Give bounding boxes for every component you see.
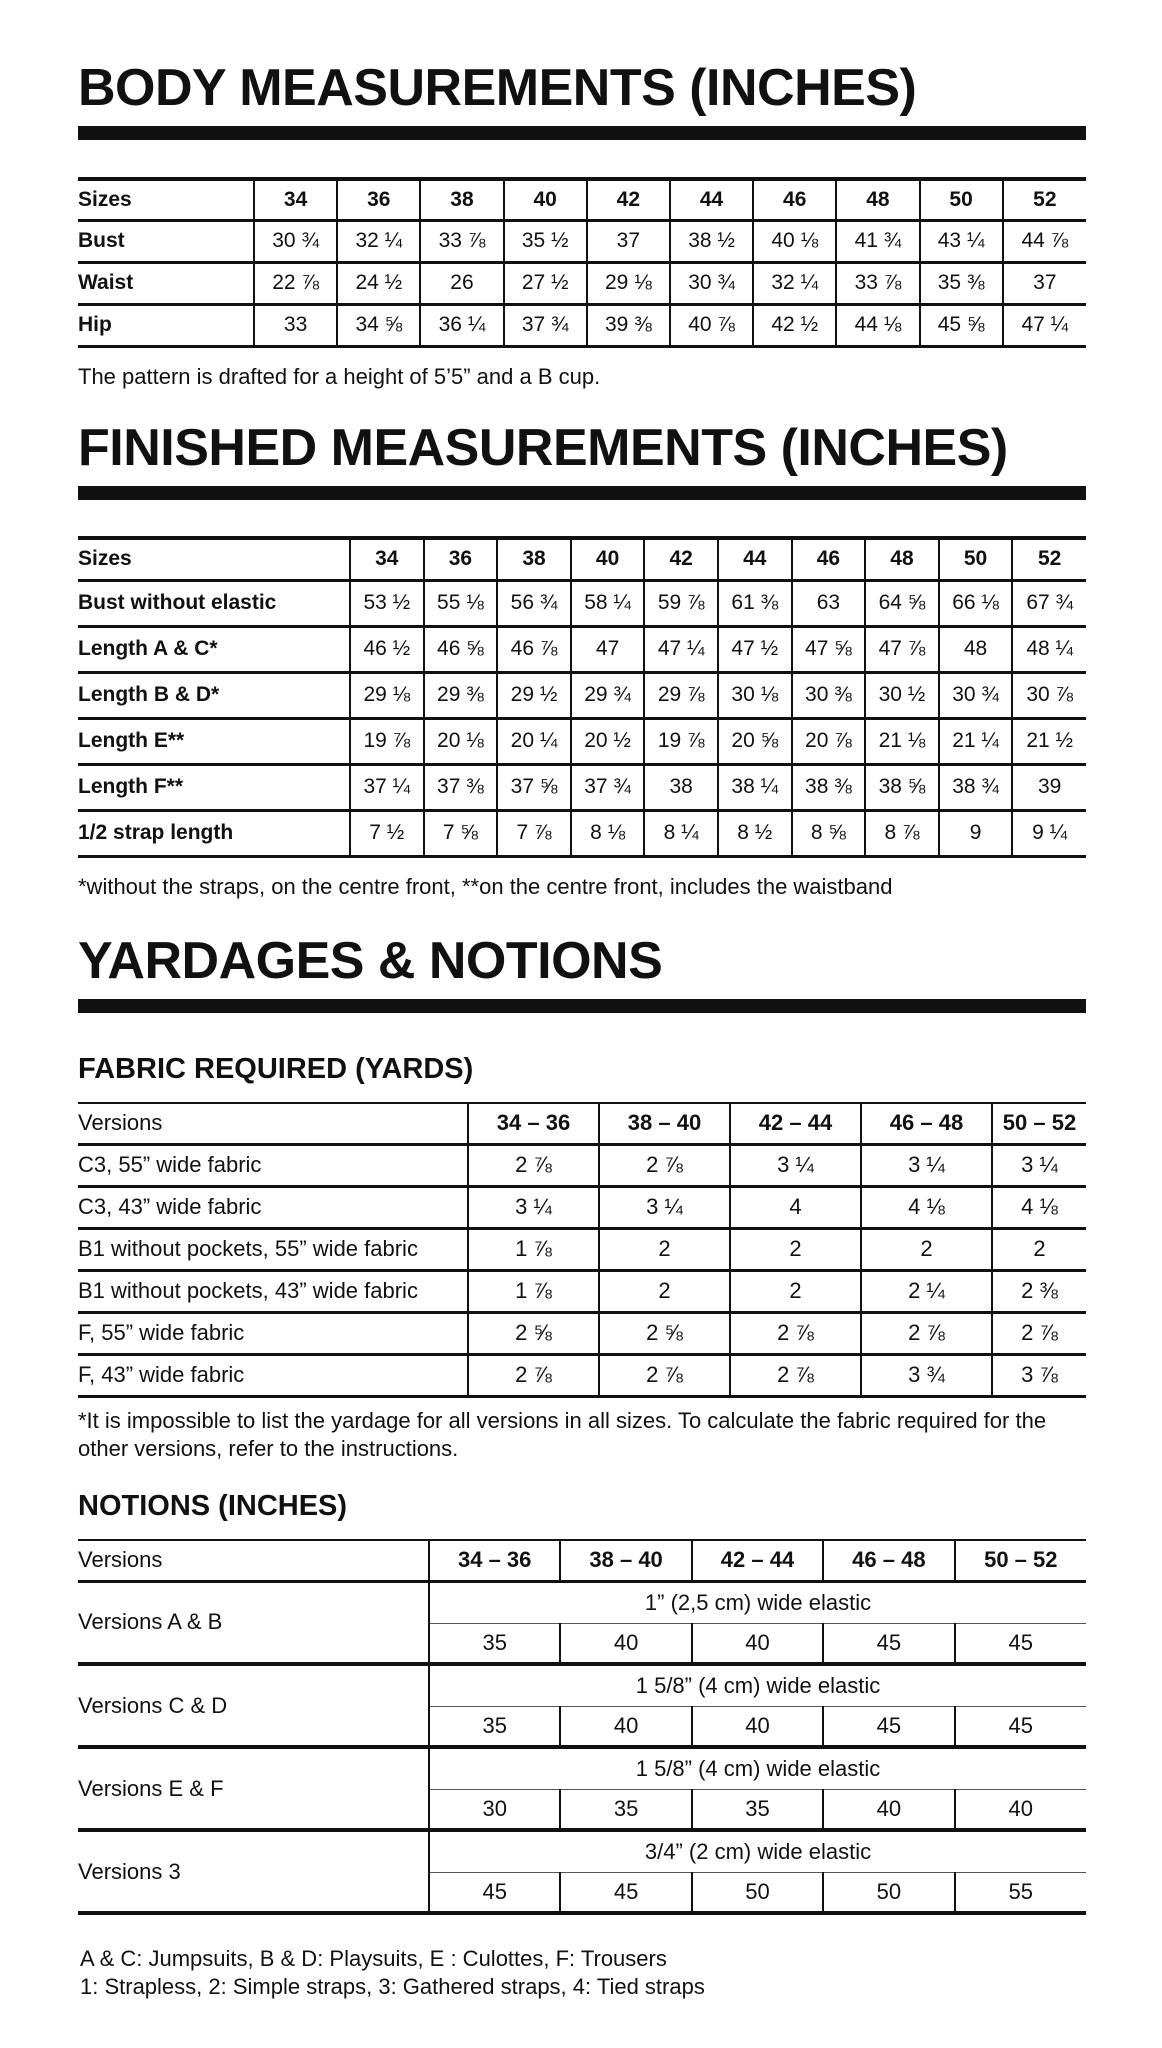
yardages-title-rule: [78, 999, 1086, 1013]
table-cell: 47 ¼: [644, 626, 718, 672]
table-cell: 30 ¾: [670, 262, 753, 304]
notions-title: NOTIONS (INCHES): [78, 1490, 348, 1522]
table-cell: 47: [571, 626, 645, 672]
header-cell: 50 – 52: [955, 1540, 1086, 1581]
table-cell: 37 ⅜: [424, 764, 498, 810]
table-cell: 29 ⅛: [587, 262, 670, 304]
table-row: [78, 810, 1086, 856]
table-row: [78, 718, 1086, 764]
table-cell: 30 ¾: [254, 220, 337, 262]
table-cell: 9: [939, 810, 1013, 856]
table-cell: 46 ½: [350, 626, 424, 672]
table-cell: 59 ⅞: [644, 580, 718, 626]
table-cell: 33 ⅞: [836, 262, 919, 304]
table-cell: 9 ¼: [1012, 810, 1086, 856]
table-cell: 8 ¼: [644, 810, 718, 856]
header-cell: 50: [920, 179, 1003, 220]
table-cell: 20 ½: [571, 718, 645, 764]
header-cell: 46: [792, 538, 866, 580]
row-label: F, 55” wide fabric: [78, 1320, 245, 1345]
table-cell: 45: [482, 1878, 507, 1904]
table-cell: 19 ⅞: [644, 718, 718, 764]
header-cell: 38 – 40: [599, 1103, 730, 1144]
notions-table: [78, 1539, 1086, 1915]
notion-item: 3/4” (2 cm) wide elastic: [429, 1830, 1086, 1872]
table-cell: 30 ⅞: [1012, 672, 1086, 718]
table-cell: 24 ½: [337, 262, 420, 304]
table-cell: 37 ⅝: [497, 764, 571, 810]
table-cell: 61 ⅜: [718, 580, 792, 626]
table-cell: 63: [792, 580, 866, 626]
table-cell: 1 ⅞: [468, 1228, 599, 1270]
table-cell: 3 ¼: [468, 1186, 599, 1228]
table-cell: 44 ⅞: [1003, 220, 1086, 262]
table-cell: 45: [955, 1623, 1086, 1664]
notion-group-row: [78, 1581, 1086, 1623]
table-cell: 66 ⅛: [939, 580, 1013, 626]
table-row: [78, 1312, 1086, 1354]
table-cell: 35: [482, 1629, 507, 1655]
header-cell: Versions: [78, 1547, 163, 1573]
table-cell: 40: [823, 1789, 954, 1830]
table-cell: 2 ⅞: [599, 1144, 730, 1186]
table-cell: 3 ¼: [599, 1186, 730, 1228]
fabric-note: *It is impossible to list the yardage for all versions in all sizes. To calculate the fabric required for the other versions, refer to the instructions.: [78, 1408, 1047, 1461]
table-cell: 43 ¼: [920, 220, 1003, 262]
row-label: Bust: [78, 229, 125, 252]
table-cell: 40: [560, 1706, 691, 1747]
row-label: C3, 55” wide fabric: [78, 1152, 262, 1177]
table-cell: 47 ½: [718, 626, 792, 672]
table-header-row: [78, 538, 1086, 580]
table-cell: 50: [823, 1872, 954, 1913]
table-cell: 38 ⅝: [865, 764, 939, 810]
finished-note: *without the straps, on the centre front, **on the centre front, includes the waistband: [78, 874, 893, 899]
table-cell: 30 ⅜: [792, 672, 866, 718]
table-cell: 45: [560, 1872, 691, 1913]
table-cell: 30 ¾: [939, 672, 1013, 718]
row-label: B1 without pockets, 55” wide fabric: [78, 1236, 418, 1261]
table-cell: 37 ¾: [571, 764, 645, 810]
table-cell: 2: [599, 1228, 730, 1270]
notion-item: 1 5/8” (4 cm) wide elastic: [429, 1747, 1086, 1789]
table-cell: 21 ⅛: [865, 718, 939, 764]
body-measurements-title: BODY MEASUREMENTS (INCHES): [78, 59, 917, 117]
table-cell: 4 ⅛: [992, 1186, 1086, 1228]
table-cell: 40 ⅛: [753, 220, 836, 262]
table-cell: 2 ⅝: [599, 1312, 730, 1354]
table-cell: 2 ⅞: [730, 1354, 861, 1396]
header-cell: 46: [753, 179, 836, 220]
header-cell: 42: [587, 179, 670, 220]
header-cell: 44: [670, 179, 753, 220]
table-cell: 40: [560, 1623, 691, 1664]
finished-measurements-table: [78, 536, 1086, 858]
row-label: F, 43” wide fabric: [78, 1362, 245, 1387]
header-cell: 48: [865, 538, 939, 580]
table-cell: 2 ⅞: [468, 1144, 599, 1186]
table-cell: 39 ⅜: [587, 304, 670, 346]
table-cell: 40 ⅞: [670, 304, 753, 346]
table-cell: 45: [955, 1706, 1086, 1747]
table-cell: 47 ⅞: [865, 626, 939, 672]
table-cell: 7 ⅝: [424, 810, 498, 856]
table-cell: 47 ¼: [1003, 304, 1086, 346]
table-cell: 3 ¾: [861, 1354, 992, 1396]
notion-group-row: [78, 1830, 1086, 1872]
row-label: Waist: [78, 271, 134, 294]
table-cell: 40: [955, 1789, 1086, 1830]
table-cell: 30 ⅛: [718, 672, 792, 718]
fabric-required-title: FABRIC REQUIRED (YARDS): [78, 1053, 474, 1085]
table-header-row: [78, 179, 1086, 220]
row-label: B1 without pockets, 43” wide fabric: [78, 1278, 418, 1303]
table-cell: 33 ⅞: [420, 220, 503, 262]
table-cell: 35 ½: [504, 220, 587, 262]
table-cell: 20 ⅛: [424, 718, 498, 764]
header-cell: 46 – 48: [823, 1540, 954, 1581]
notion-group-label: Versions E & F: [78, 1747, 429, 1830]
table-cell: 29 ¾: [571, 672, 645, 718]
finished-title-rule: [78, 486, 1086, 500]
header-cell: Sizes: [78, 187, 132, 211]
header-cell: Sizes: [78, 547, 132, 571]
fabric-required-table: [78, 1102, 1086, 1398]
table-cell: 55 ⅛: [424, 580, 498, 626]
body-measurements-table: [78, 177, 1086, 348]
header-cell: 48: [836, 179, 919, 220]
table-cell: 2: [599, 1270, 730, 1312]
header-cell: 42 – 44: [692, 1540, 823, 1581]
table-cell: 30: [482, 1795, 507, 1821]
notion-group-label: Versions 3: [78, 1830, 429, 1913]
table-cell: 53 ½: [350, 580, 424, 626]
table-cell: 41 ¾: [836, 220, 919, 262]
row-label: Length A & C*: [78, 637, 218, 660]
table-cell: 20 ¼: [497, 718, 571, 764]
notion-group-row: [78, 1664, 1086, 1706]
table-row: [78, 1270, 1086, 1312]
table-cell: 21 ¼: [939, 718, 1013, 764]
table-cell: 45: [823, 1706, 954, 1747]
notion-item: 1 5/8” (4 cm) wide elastic: [429, 1664, 1086, 1706]
header-cell: 52: [1003, 179, 1086, 220]
table-cell: 55: [955, 1872, 1086, 1913]
table-cell: 2: [861, 1228, 992, 1270]
header-cell: 38: [497, 538, 571, 580]
table-cell: 32 ¼: [337, 220, 420, 262]
table-cell: 47 ⅝: [792, 626, 866, 672]
row-label: Length E**: [78, 729, 185, 752]
table-header-row: [78, 1103, 1086, 1144]
table-cell: 37 ¾: [504, 304, 587, 346]
table-cell: 58 ¼: [571, 580, 645, 626]
table-cell: 3 ¼: [730, 1144, 861, 1186]
table-cell: 37: [1003, 262, 1086, 304]
header-cell: 44: [718, 538, 792, 580]
table-row: [78, 580, 1086, 626]
notion-item: 1” (2,5 cm) wide elastic: [429, 1581, 1086, 1623]
table-cell: 42 ½: [753, 304, 836, 346]
table-cell: 35: [560, 1789, 691, 1830]
header-cell: 34: [254, 179, 337, 220]
table-cell: 20 ⅝: [718, 718, 792, 764]
table-cell: 2: [730, 1228, 861, 1270]
table-cell: 2 ⅞: [730, 1312, 861, 1354]
table-cell: 29 ⅜: [424, 672, 498, 718]
table-cell: 19 ⅞: [350, 718, 424, 764]
table-cell: 29 ½: [497, 672, 571, 718]
notion-group-label: Versions C & D: [78, 1664, 429, 1747]
table-cell: 44 ⅛: [836, 304, 919, 346]
table-cell: 38 ¾: [939, 764, 1013, 810]
table-cell: 39: [1012, 764, 1086, 810]
header-cell: 46 – 48: [861, 1103, 992, 1144]
table-cell: 21 ½: [1012, 718, 1086, 764]
row-label: C3, 43” wide fabric: [78, 1194, 262, 1219]
table-cell: 3 ⅞: [992, 1354, 1086, 1396]
header-cell: 42 – 44: [730, 1103, 861, 1144]
table-cell: 37: [587, 220, 670, 262]
table-cell: 34 ⅝: [337, 304, 420, 346]
table-row: [78, 764, 1086, 810]
straps-legend: 1: Strapless, 2: Simple straps, 3: Gathered straps, 4: Tied straps: [80, 1974, 705, 1999]
table-cell: 7 ⅞: [497, 810, 571, 856]
table-cell: 38 ¼: [718, 764, 792, 810]
body-title-rule: [78, 126, 1086, 140]
table-cell: 8 ⅝: [792, 810, 866, 856]
header-cell: 50: [939, 538, 1013, 580]
header-cell: 50 – 52: [992, 1103, 1086, 1144]
row-label: Bust without elastic: [78, 591, 277, 614]
table-cell: 35: [482, 1712, 507, 1738]
table-cell: 2 ⅞: [468, 1354, 599, 1396]
table-cell: 27 ½: [504, 262, 587, 304]
table-cell: 8 ⅞: [865, 810, 939, 856]
table-cell: 2 ¼: [861, 1270, 992, 1312]
table-row: [78, 262, 1086, 304]
table-row: [78, 626, 1086, 672]
header-cell: 38 – 40: [560, 1540, 691, 1581]
table-row: [78, 1144, 1086, 1186]
header-cell: 42: [644, 538, 718, 580]
table-cell: 46 ⅝: [424, 626, 498, 672]
table-cell: 2: [992, 1228, 1086, 1270]
table-cell: 38: [644, 764, 718, 810]
notion-group-row: [78, 1747, 1086, 1789]
row-label: Length B & D*: [78, 683, 220, 706]
table-cell: 33: [254, 304, 337, 346]
table-cell: 45: [823, 1623, 954, 1664]
table-cell: 3 ¼: [861, 1144, 992, 1186]
table-cell: 4 ⅛: [861, 1186, 992, 1228]
table-cell: 29 ⅞: [644, 672, 718, 718]
row-label: 1/2 strap length: [78, 821, 234, 844]
table-cell: 2 ⅜: [992, 1270, 1086, 1312]
table-cell: 20 ⅞: [792, 718, 866, 764]
header-cell: 34 – 36: [468, 1103, 599, 1144]
table-cell: 46 ⅞: [497, 626, 571, 672]
table-cell: 40: [692, 1623, 823, 1664]
versions-legend: A & C: Jumpsuits, B & D: Playsuits, E : Culottes, F: Trousers: [80, 1946, 667, 1971]
table-row: [78, 1186, 1086, 1228]
table-cell: 50: [692, 1872, 823, 1913]
table-cell: 2 ⅞: [861, 1312, 992, 1354]
header-cell: 36: [337, 179, 420, 220]
table-header-row: [78, 1540, 1086, 1581]
row-label: Length F**: [78, 775, 183, 798]
header-cell: 34 – 36: [429, 1540, 560, 1581]
table-cell: 2 ⅞: [599, 1354, 730, 1396]
table-cell: 48: [939, 626, 1013, 672]
table-cell: 37 ¼: [350, 764, 424, 810]
table-cell: 45 ⅝: [920, 304, 1003, 346]
table-cell: 1 ⅞: [468, 1270, 599, 1312]
header-cell: 34: [350, 538, 424, 580]
table-cell: 40: [692, 1706, 823, 1747]
table-row: [78, 672, 1086, 718]
table-cell: 3 ¼: [992, 1144, 1086, 1186]
header-cell: 40: [504, 179, 587, 220]
table-cell: 22 ⅞: [254, 262, 337, 304]
table-cell: 8 ⅛: [571, 810, 645, 856]
table-cell: 2: [730, 1270, 861, 1312]
table-cell: 32 ¼: [753, 262, 836, 304]
table-cell: 2 ⅞: [992, 1312, 1086, 1354]
table-cell: 26: [420, 262, 503, 304]
table-cell: 35: [692, 1789, 823, 1830]
notion-group-label: Versions A & B: [78, 1581, 429, 1664]
table-cell: 4: [730, 1186, 861, 1228]
table-cell: 36 ¼: [420, 304, 503, 346]
header-cell: 36: [424, 538, 498, 580]
row-label: Hip: [78, 313, 112, 336]
table-row: [78, 304, 1086, 346]
table-cell: 8 ½: [718, 810, 792, 856]
header-cell: Versions: [78, 1110, 163, 1136]
table-cell: 7 ½: [350, 810, 424, 856]
table-cell: 48 ¼: [1012, 626, 1086, 672]
table-cell: 2 ⅝: [468, 1312, 599, 1354]
header-cell: 52: [1012, 538, 1086, 580]
finished-measurements-title: FINISHED MEASUREMENTS (INCHES): [78, 419, 1008, 477]
table-cell: 67 ¾: [1012, 580, 1086, 626]
body-note: The pattern is drafted for a height of 5’5” and a B cup.: [78, 364, 601, 389]
header-cell: 40: [571, 538, 645, 580]
table-cell: 56 ¾: [497, 580, 571, 626]
header-cell: 38: [420, 179, 503, 220]
table-cell: 38 ½: [670, 220, 753, 262]
table-row: [78, 220, 1086, 262]
table-row: [78, 1354, 1086, 1396]
table-cell: 64 ⅝: [865, 580, 939, 626]
table-cell: 35 ⅜: [920, 262, 1003, 304]
table-cell: 29 ⅛: [350, 672, 424, 718]
table-cell: 38 ⅜: [792, 764, 866, 810]
yardages-notions-title: YARDAGES & NOTIONS: [78, 932, 663, 990]
table-cell: 30 ½: [865, 672, 939, 718]
table-row: [78, 1228, 1086, 1270]
